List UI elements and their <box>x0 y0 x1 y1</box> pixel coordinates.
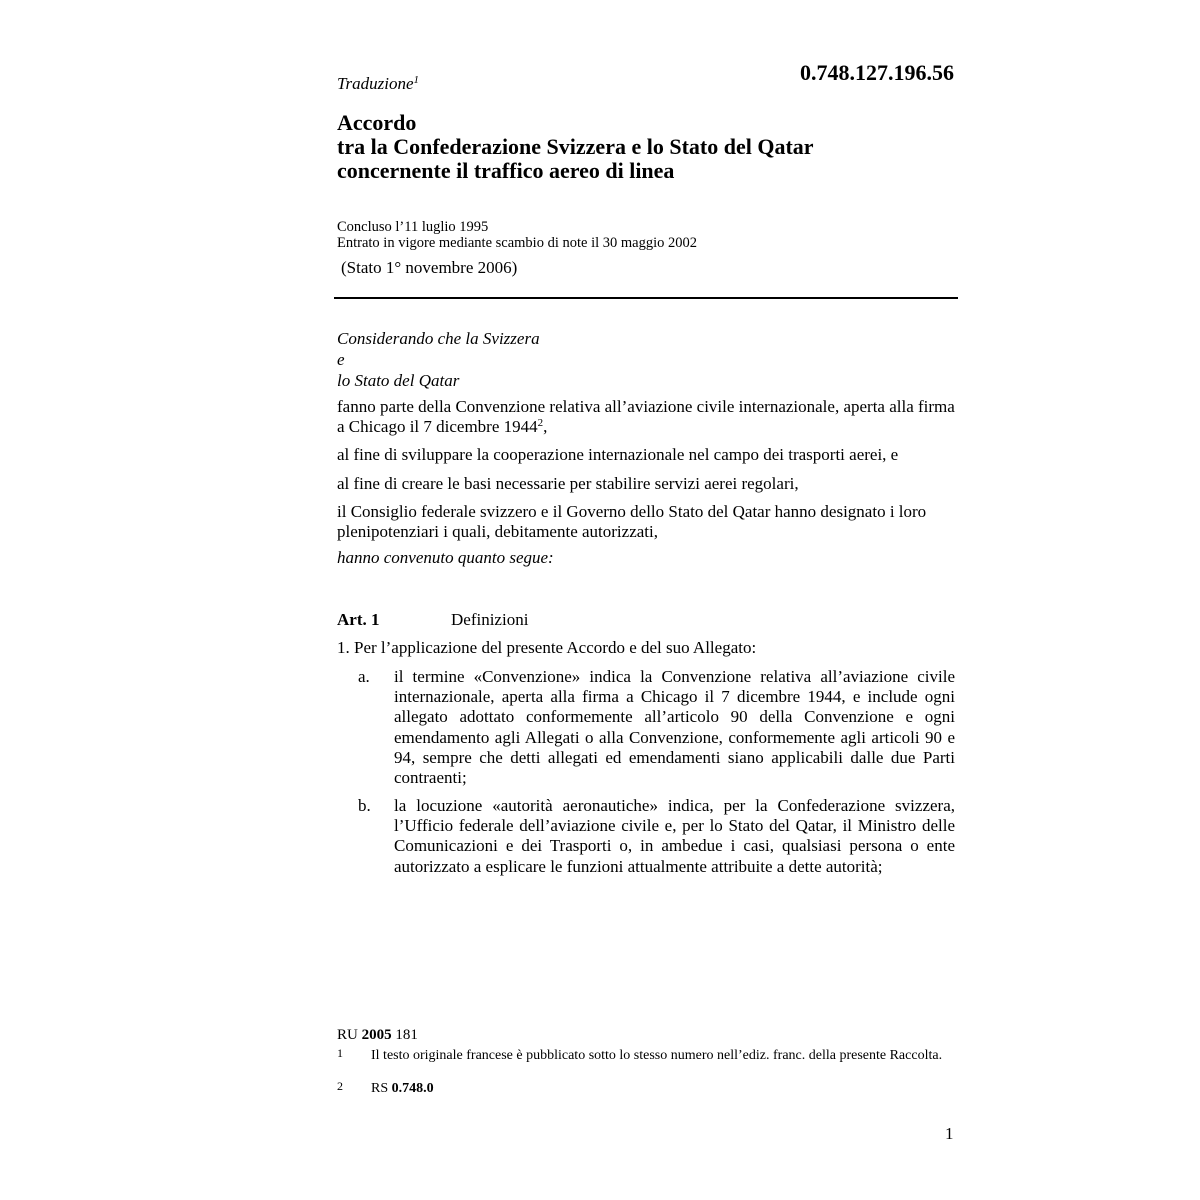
article-number: Art. 1 <box>337 610 380 629</box>
preamble-intro-line-2: e <box>337 350 345 369</box>
ru-prefix: RU <box>337 1027 358 1043</box>
in-force-date: Entrato in vigore mediante scambio di note il 30 maggio 2002 <box>337 235 698 251</box>
preamble-intro <box>337 328 955 391</box>
footnote-text <box>371 1081 955 1096</box>
footnote-text: Il testo originale francese è pubblicato sotto lo stesso numero nell’ediz. franc. della presente Raccolta. <box>371 1048 943 1063</box>
page-number: 1 <box>945 1124 954 1143</box>
sr-number: 0.748.127.196.56 <box>800 60 954 85</box>
footnote-1 <box>337 1048 955 1063</box>
footnote-ref-1[interactable]: 1 <box>413 74 420 86</box>
footnote-prefix: RS <box>371 1081 389 1096</box>
footnote-ref-2[interactable]: 2 <box>537 417 544 429</box>
preamble-paragraph-1-end: , <box>543 417 548 436</box>
status-date: (Stato 1° novembre 2006) <box>341 258 518 277</box>
document-meta <box>337 219 697 251</box>
preamble-paragraph-4: il Consiglio federale svizzero e il Governo dello Stato del Qatar hanno designato i loro plenipotenziari i quali, debitamente autorizzati, <box>337 502 927 541</box>
preamble-paragraph-3: al fine di creare le basi necessarie per stabilire servizi aerei regolari, <box>337 474 799 493</box>
article-title: Definizioni <box>451 610 529 629</box>
preamble-conclusion: hanno convenuto quanto segue: <box>337 548 554 567</box>
translation-label: Traduzione <box>337 74 414 93</box>
preamble-intro-line-3: lo Stato del Qatar <box>337 371 460 390</box>
definition-item-a <box>358 667 955 788</box>
article-1-intro: 1. Per l’applicazione del presente Accordo e del suo Allegato: <box>337 638 757 657</box>
preamble-paragraph-1 <box>337 397 955 437</box>
footnote-number: 1 <box>337 1046 343 1060</box>
article-1-heading <box>337 610 528 630</box>
definition-item-b <box>358 796 955 877</box>
footnote-ref-link[interactable]: 0.748.0 <box>391 1081 434 1096</box>
ru-reference <box>337 1027 418 1044</box>
footnote-number: 2 <box>337 1079 343 1093</box>
header-divider <box>334 297 958 299</box>
title-line-2: tra la Confederazione Svizzera e lo Stato del Qatar <box>337 134 814 159</box>
translation-note <box>337 74 419 94</box>
document-title <box>337 111 814 183</box>
ru-page: 181 <box>395 1027 418 1043</box>
preamble-paragraph-2: al fine di sviluppare la cooperazione internazionale nel campo dei trasporti aerei, e <box>337 445 899 464</box>
item-text: il termine «Convenzione» indica la Convenzione relativa all’aviazione civile internazionale, aperta alla firma a Chicago il 7 dicembre 1944, e include ogni allegato adottato conformemente all’articolo 90 della Convenzione e ogni emendamento agli Allegati o alla Convenzione, conformemente agli articoli 90 e 94, sempre che detti allegati ed emendamenti siano applicabili dalle due Parti contraenti; <box>394 667 955 788</box>
item-label: b. <box>358 796 371 815</box>
preamble-intro-line-1: Considerando che la Svizzera <box>337 329 540 348</box>
footnote-2 <box>337 1081 955 1096</box>
title-line-1: Accordo <box>337 110 417 135</box>
ru-year: 2005 <box>361 1027 392 1043</box>
item-label: a. <box>358 667 370 686</box>
preamble-paragraph-1-text: fanno parte della Convenzione relativa all’aviazione civile internazionale, aperta alla firma a Chicago il 7 dicembre 1944 <box>337 397 955 436</box>
concluded-date: Concluso l’11 luglio 1995 <box>337 219 489 235</box>
title-line-3: concernente il traffico aereo di linea <box>337 158 675 183</box>
item-text: la locuzione «autorità aeronautiche» indica, per la Confederazione svizzera, l’Ufficio federale dell’aviazione civile e, per lo Stato del Qatar, il Ministro delle Comunicazioni e dei Trasporti o, in ambedue i casi, qualsiasi persona o ente autorizzato a esplicare le funzioni attualmente attribuite a dette autorità; <box>394 796 955 876</box>
